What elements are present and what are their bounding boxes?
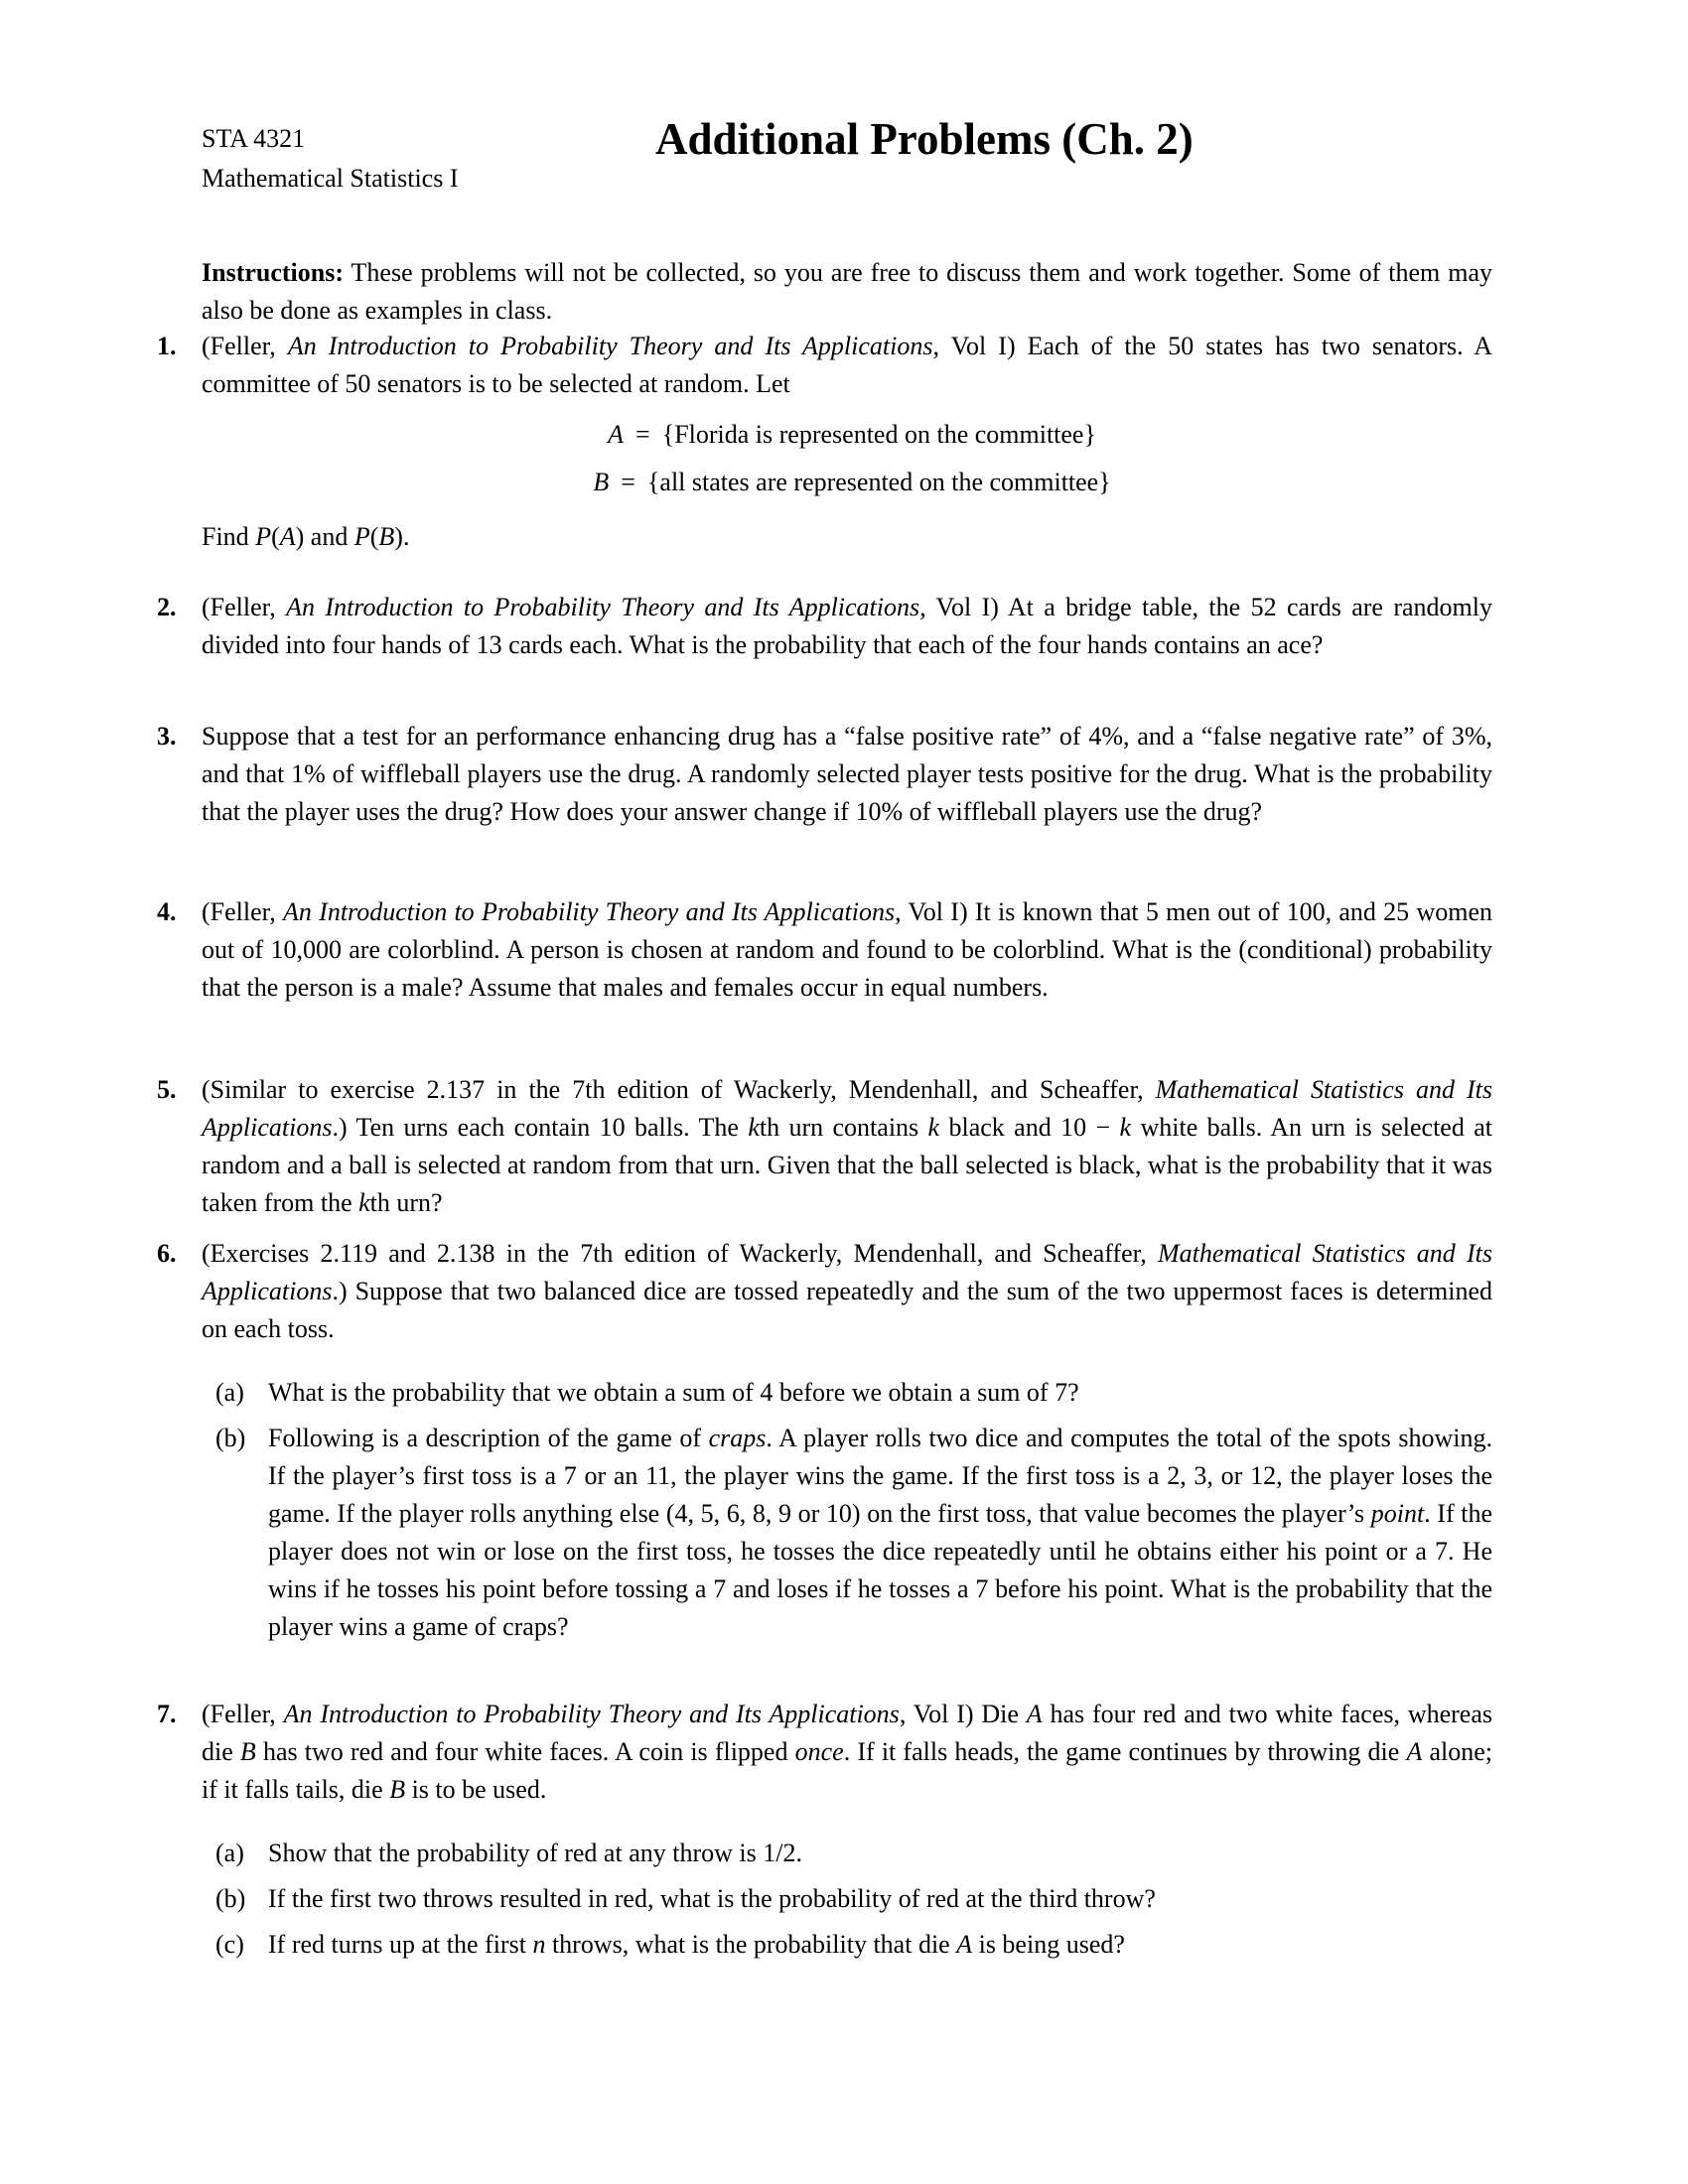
instructions-paragraph xyxy=(202,254,1492,330)
subitem-body xyxy=(268,1930,1125,1959)
equation-lhs: B xyxy=(593,468,610,496)
text-run: black and 10 − xyxy=(939,1113,1120,1142)
italic-text-run: k xyxy=(1119,1113,1132,1142)
page-title: Additional Problems (Ch. 2) xyxy=(655,114,1194,164)
problem-body xyxy=(202,328,1492,403)
problem-number: 4. xyxy=(157,897,177,926)
problem-item xyxy=(157,718,1492,831)
equation-block xyxy=(202,411,1492,506)
italic-text-run: k xyxy=(748,1113,760,1142)
italic-text-run: An Introduction to Probability Theory and Its Applications xyxy=(283,897,896,926)
subitem-list xyxy=(202,1835,1492,1964)
text-run: . A player rolls two dice and computes the total of the spots showing. If the player’s first toss is a 7 or an 11, the player wins the game. If the first toss is a 2, 3, or 12, the player loses the game. If the player rolls anything else (4, 5, 6, 8, 9 or 10) on the first toss, that value becomes the player’s xyxy=(268,1424,1492,1528)
subitem-body xyxy=(268,1884,1156,1913)
text-run: ( xyxy=(271,522,280,551)
text-run: white balls. An urn is selected at random and a ball is selected at random from that urn. Given that the ball selected is black, what is the probability that it was taken from the xyxy=(202,1113,1492,1217)
subitem-label: (c) xyxy=(215,1930,244,1959)
text-run: (Exercises 2.119 and 2.138 in the 7th edition of Wackerly, Mendenhall, and Scheaffer, xyxy=(202,1239,1159,1268)
instructions-label: Instructions: xyxy=(202,258,345,287)
text-run: has four red and two white faces, whereas die xyxy=(202,1700,1493,1766)
text-run: is to be used. xyxy=(405,1775,547,1804)
italic-text-run: once xyxy=(794,1737,844,1766)
text-run: has two red and four white faces. A coin is flipped xyxy=(255,1737,795,1766)
italic-text-run: An Introduction to Probability Theory and Its Applications xyxy=(287,332,933,360)
problem-body xyxy=(202,589,1492,664)
text-run: alone; if it falls tails, die xyxy=(202,1737,1493,1804)
problem-body xyxy=(202,1235,1492,1348)
instructions-text: These problems will not be collected, so you are free to discuss them and work together. Some of them may also be done as examples in class. xyxy=(202,258,1492,325)
problem-number: 7. xyxy=(157,1700,177,1728)
subitem-label: (b) xyxy=(215,1884,246,1913)
text-run: Suppose that a test for an performance enhancing drug has a “false positive rate” of 4%, and a “false negative rate” of 3%, and that 1% of wiffleball players use the drug. A randomly selected player tests positive for the drug. What is the probability that the player uses the drug? How does your answer change if 10% of wiffleball players use the drug? xyxy=(202,722,1492,826)
italic-text-run: An Introduction to Probability Theory and Its Applications xyxy=(286,593,920,621)
italic-text-run: B xyxy=(378,522,395,551)
text-run: (Feller, xyxy=(202,332,288,360)
text-run: (Feller, xyxy=(202,1700,284,1728)
italic-text-run: craps xyxy=(708,1424,767,1452)
text-run: ( xyxy=(369,522,379,551)
text-run: If red turns up at the first xyxy=(268,1930,533,1959)
subitem-list xyxy=(202,1374,1492,1646)
text-run: , Vol I) At a bridge table, the 52 cards are randomly divided into four hands of 13 cards each. What is the probability that each of the four hands contains an ace? xyxy=(202,593,1492,659)
italic-text-run: point xyxy=(1370,1499,1425,1528)
subitem xyxy=(202,1926,1492,1964)
italic-text-run: k xyxy=(927,1113,940,1142)
italic-text-run: B xyxy=(239,1737,256,1766)
subitem xyxy=(202,1835,1492,1872)
subitem xyxy=(202,1880,1492,1918)
problem-body xyxy=(202,893,1492,1007)
text-run: If the first two throws resulted in red, what is the probability of red at the third throw? xyxy=(268,1884,1156,1913)
subitem xyxy=(202,1374,1492,1412)
problem-body xyxy=(202,1696,1492,1809)
text-run: .) Suppose that two balanced dice are tossed repeatedly and the sum of the two uppermost faces is determined on each toss. xyxy=(202,1277,1492,1343)
document-header xyxy=(202,114,1492,199)
subitem-body xyxy=(268,1378,1079,1407)
italic-text-run: k xyxy=(358,1188,370,1217)
equation-rhs: {Florida is represented on the committee} xyxy=(661,420,1096,449)
subitem xyxy=(202,1420,1492,1646)
text-run: , Vol I) It is known that 5 men out of 100, and 25 women out of 10,000 are colorblind. A person is chosen at random and found to be colorblind. What is the (conditional) probability that the person is a male? Assume that males and females occur in equal numbers. xyxy=(202,897,1492,1002)
italic-text-run: n xyxy=(532,1930,546,1959)
subitem-label: (a) xyxy=(215,1839,244,1867)
problem-item xyxy=(157,589,1492,664)
text-run: th urn contains xyxy=(759,1113,928,1142)
text-run: .) Ten urns each contain 10 balls. The xyxy=(332,1113,749,1142)
text-run: Show that the probability of red at any throw is 1/2. xyxy=(268,1839,802,1867)
problem-followup xyxy=(202,518,1492,556)
text-run: . If the player does not win or lose on the first toss, he tosses the dice repeatedly until he obtains either his point or a 7. He wins if he tosses his point before tossing a 7 and loses if he tosses a 7 before his point. What is the probability that the player wins a game of craps? xyxy=(268,1499,1493,1641)
problem-body xyxy=(202,1071,1492,1222)
problem-item xyxy=(157,1071,1492,1222)
italic-text-run: P xyxy=(353,522,370,551)
italic-text-run: A xyxy=(279,522,296,551)
text-run: ) and xyxy=(295,522,354,551)
italic-text-run: A xyxy=(1406,1737,1423,1766)
italic-text-run: Mathematical Statistics and Its Applications xyxy=(202,1239,1493,1305)
problem-item xyxy=(157,1696,1493,1964)
text-run: , Vol I) Die xyxy=(899,1700,1027,1728)
text-run: (Similar to exercise 2.137 in the 7th edition of Wackerly, Mendenhall, and Scheaffer, xyxy=(202,1075,1156,1104)
problem-item xyxy=(157,893,1492,1007)
equation-lhs: A xyxy=(608,420,625,449)
italic-text-run: An Introduction to Probability Theory and Its Applications xyxy=(283,1700,900,1728)
text-run: Find xyxy=(202,522,256,551)
subitem-body xyxy=(268,1839,802,1867)
course-name: Mathematical Statistics I xyxy=(202,164,459,193)
italic-text-run: Mathematical Statistics and Its Applications xyxy=(202,1075,1492,1142)
text-run: (Feller, xyxy=(202,593,287,621)
problem-number: 2. xyxy=(157,593,177,621)
problem-body xyxy=(202,718,1492,831)
equation-row xyxy=(598,411,1096,459)
text-run: Following is a description of the game of xyxy=(268,1424,709,1452)
equation-rhs: {all states are represented on the committee} xyxy=(646,468,1111,496)
text-run: . If it falls heads, the game continues by throwing die xyxy=(843,1737,1407,1766)
italic-text-run: P xyxy=(255,522,272,551)
subitem-label: (a) xyxy=(215,1378,244,1407)
problem-item xyxy=(157,1235,1493,1646)
text-run: throws, what is the probability that die xyxy=(545,1930,957,1959)
text-run: is being used? xyxy=(972,1930,1125,1959)
problem-number: 1. xyxy=(157,332,177,360)
italic-text-run: A xyxy=(1026,1700,1043,1728)
problem-number: 5. xyxy=(157,1075,177,1104)
text-run: (Feller, xyxy=(202,897,284,926)
equation-row xyxy=(583,459,1110,506)
equation-relation: = xyxy=(621,468,635,496)
course-code: STA 4321 xyxy=(202,124,306,153)
text-run: th urn? xyxy=(369,1188,443,1217)
problem-number: 3. xyxy=(157,722,177,751)
text-run: , Vol I) Each of the 50 states has two senators. A committee of 50 senators is to be selected at random. Let xyxy=(202,332,1492,398)
problem-item xyxy=(157,328,1492,556)
subitem-body xyxy=(268,1424,1492,1641)
italic-text-run: A xyxy=(956,1930,973,1959)
text-run: ). xyxy=(394,522,410,551)
equation-relation: = xyxy=(635,420,650,449)
problem-number: 6. xyxy=(157,1239,177,1268)
text-run: What is the probability that we obtain a sum of 4 before we obtain a sum of 7? xyxy=(268,1378,1079,1407)
subitem-label: (b) xyxy=(215,1424,246,1452)
italic-text-run: B xyxy=(389,1775,406,1804)
